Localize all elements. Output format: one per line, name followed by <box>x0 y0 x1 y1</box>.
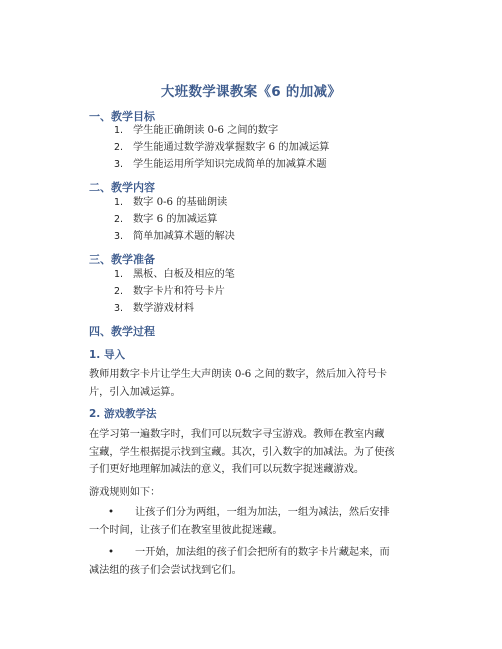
bullet-dot: • <box>108 507 115 518</box>
list-item <box>114 141 329 154</box>
list-item <box>114 213 217 226</box>
list-item <box>114 230 235 243</box>
list-number: 3. <box>114 159 124 170</box>
list-number: 1. <box>114 269 124 280</box>
list-item <box>114 268 235 281</box>
list-item <box>114 302 194 315</box>
paragraph-line: 子们更好地理解加减法的意义，我们可以玩数字捉迷藏游戏。 <box>89 464 365 475</box>
bullet-text-line: 让孩子们分为两组，一组为加法，一组为减法，然后安排 <box>135 507 390 518</box>
list-text: 数字卡片和符号卡片 <box>133 286 225 297</box>
list-item <box>114 124 278 137</box>
list-text: 数学游戏材料 <box>133 303 195 314</box>
paragraph-line: 片，引入加减运算。 <box>89 386 181 398</box>
bullet-text-line: 一个时间，让孩子们在教室里彼此捉迷藏。 <box>89 524 283 536</box>
section-heading-content: 二、教学内容 <box>89 181 155 194</box>
bullet-item <box>89 544 429 579</box>
rules-label: 游戏规则如下： <box>89 487 161 498</box>
list-item <box>114 158 327 171</box>
list-text: 简单加减算术题的解决 <box>133 231 235 242</box>
list-number: 2. <box>114 142 124 153</box>
document-title: 大班数学课教案《6 的加减》 <box>160 84 342 100</box>
list-number: 3. <box>114 231 124 242</box>
list-number: 3. <box>114 303 124 314</box>
intro-paragraph <box>89 366 429 401</box>
list-number: 2. <box>114 286 124 297</box>
list-number: 2. <box>114 214 124 225</box>
list-item <box>114 285 225 298</box>
list-text: 数字 0-6 的基础朗读 <box>133 197 228 208</box>
bullet-text-line: 一开始，加法组的孩子们会把所有的数字卡片藏起来，而 <box>135 547 390 558</box>
list-text: 数字 6 的加减运算 <box>133 214 218 225</box>
section-heading-process: 四、教学过程 <box>89 325 155 338</box>
list-number: 1. <box>114 197 124 208</box>
list-text: 黑板、白板及相应的笔 <box>133 269 235 280</box>
subsection-heading-intro: 1. 导入 <box>89 349 125 361</box>
game-paragraph <box>89 426 429 479</box>
bullet-dot: • <box>108 547 115 558</box>
list-item <box>114 196 227 209</box>
bullet-text-line: 减法组的孩子们会尝试找到它们。 <box>89 564 242 576</box>
paragraph-line: 教师用数字卡片让学生大声朗读 0-6 之间的数字，然后加入符号卡 <box>89 369 387 380</box>
list-number: 1. <box>114 125 124 136</box>
section-heading-goals: 一、教学目标 <box>89 110 155 123</box>
section-heading-prep: 三、教学准备 <box>89 253 155 266</box>
list-text: 学生能通过数学游戏掌握数字 6 的加减运算 <box>133 142 330 153</box>
list-text: 学生能运用所学知识完成简单的加减算术题 <box>133 159 327 170</box>
list-text: 学生能正确朗读 0-6 之间的数字 <box>133 125 279 136</box>
subsection-heading-game: 2. 游戏教学法 <box>89 408 157 420</box>
paragraph-line: 宝藏，学生根据提示找到宝藏。其次，引入数字的加减法。为了使孩 <box>89 446 395 458</box>
bullet-item <box>89 504 429 539</box>
paragraph-line: 在学习第一遍数字时，我们可以玩数字寻宝游戏。教师在教室内藏 <box>89 429 385 440</box>
